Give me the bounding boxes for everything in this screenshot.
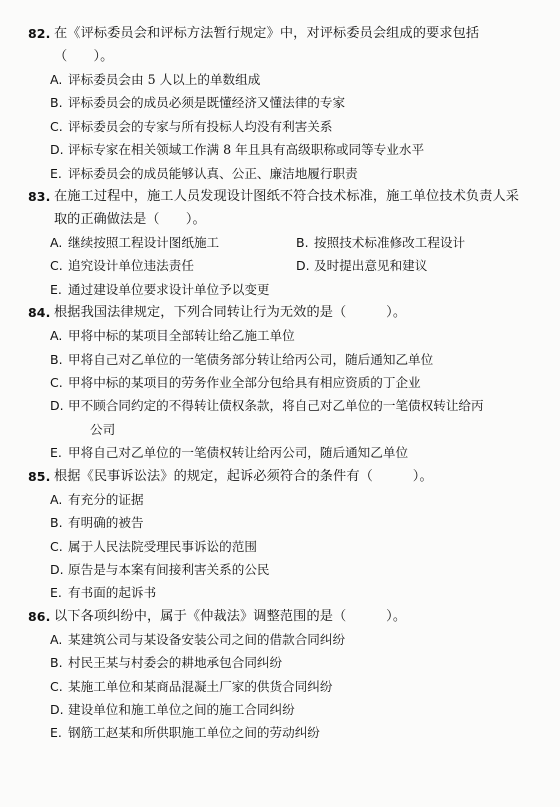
- option-text: 评标委员会由 5 人以上的单数组成: [68, 72, 261, 87]
- option-letter: C.: [50, 118, 63, 134]
- option-a: [50, 324, 295, 347]
- option-letter: B.: [296, 235, 309, 251]
- question-stem: [28, 465, 540, 488]
- option-letter: B.: [50, 515, 63, 531]
- option-letter: C.: [50, 375, 63, 391]
- question-stem: [28, 185, 540, 208]
- option-text: 按照技术标准修改工程设计: [314, 235, 466, 251]
- option-a: [50, 488, 144, 511]
- option-c: [50, 371, 421, 394]
- question-83: [28, 185, 540, 301]
- question-text-continued: （ ）。: [54, 49, 114, 64]
- options-list: [28, 68, 540, 185]
- option-e: [50, 721, 320, 744]
- option-b: [50, 511, 144, 534]
- option-text: 有充分的证据: [68, 491, 144, 507]
- option-letter: D.: [50, 398, 64, 414]
- option-e: [50, 162, 358, 185]
- question-text: 在《评标委员会和评标方法暂行规定》中，对评标委员会组成的要求包括: [54, 26, 480, 41]
- options-list: [28, 231, 540, 301]
- option-text-continued: 公司: [90, 421, 116, 437]
- option-text: 追究设计单位违法责任: [68, 258, 194, 274]
- question-stem: [28, 605, 540, 628]
- question-stem: [28, 301, 540, 324]
- option-letter: D.: [296, 258, 310, 274]
- option-text: 继续按照工程设计图纸施工: [68, 235, 220, 251]
- option-d: [50, 698, 295, 721]
- option-letter: A.: [50, 328, 63, 344]
- option-c: [50, 254, 296, 277]
- option-letter: C.: [50, 538, 63, 554]
- question-text: 在施工过程中，施工人员发现设计图纸不符合技术标准，施工单位技术负责人采: [54, 189, 520, 205]
- question-number: 86.: [28, 608, 51, 624]
- option-letter: E.: [50, 445, 62, 461]
- question-text: 根据《民事诉讼法》的规定，起诉必须符合的条件有（ ）。: [54, 468, 433, 484]
- question-number: 83.: [28, 189, 51, 205]
- option-letter: E.: [50, 165, 62, 181]
- option-text: 村民王某与村委会的耕地承包合同纠纷: [68, 655, 283, 671]
- option-text: 属于人民法院受理民事诉讼的范围: [68, 538, 257, 554]
- option-letter: A.: [50, 491, 63, 507]
- option-a: [50, 628, 345, 651]
- option-text: 评标委员会的专家与所有投标人均没有利害关系: [68, 118, 333, 134]
- option-text: 甲将中标的某项目的劳务作业全部分包给具有相应资质的丁企业: [68, 375, 421, 391]
- option-text: 某施工单位和某商品混凝土厂家的供货合同纠纷: [68, 678, 333, 694]
- option-text: 建设单位和施工单位之间的施工合同纠纷: [68, 701, 295, 717]
- option-text: 评标专家在相关领域工作满 8 年且具有高级职称或同等专业水平: [68, 142, 425, 158]
- option-b: [50, 651, 282, 674]
- option-c: [50, 675, 332, 698]
- option-text: 甲将自己对乙单位的一笔债权转让给丙公司，随后通知乙单位: [68, 445, 409, 461]
- question-stem: [28, 22, 540, 45]
- option-letter: E.: [50, 585, 62, 601]
- question-text: 根据我国法律规定，下列合同转让行为无效的是（ ）。: [54, 305, 407, 321]
- option-e: [50, 278, 270, 301]
- option-letter: B.: [50, 95, 63, 111]
- option-text: 评标委员会的成员能够认真、公正、廉洁地履行职责: [68, 165, 358, 181]
- option-text: 及时提出意见和建议: [314, 258, 428, 274]
- option-c: [50, 535, 257, 558]
- option-letter: A.: [50, 631, 63, 647]
- option-letter: E.: [50, 281, 62, 297]
- option-d: [296, 254, 427, 277]
- question-85: [28, 465, 540, 605]
- option-d: [50, 558, 270, 581]
- option-text: 甲将自己对乙单位的一笔债务部分转让给丙公司，随后通知乙单位: [68, 351, 434, 367]
- question-number: 82.: [28, 26, 51, 41]
- options-list: [28, 488, 540, 605]
- options-list: [28, 628, 540, 745]
- option-c: [50, 115, 332, 138]
- option-text: 甲不顾合同约定的不得转让债权条款，将自己对乙单位的一笔债权转让给丙: [68, 398, 484, 414]
- option-a: [50, 68, 260, 91]
- option-text: 有书面的起诉书: [68, 585, 157, 601]
- option-letter: B.: [50, 351, 63, 367]
- option-b: [50, 348, 433, 371]
- question-number: 84.: [28, 305, 51, 321]
- question-86: [28, 605, 540, 745]
- option-d: [50, 138, 424, 161]
- option-letter: D.: [50, 701, 64, 717]
- question-text-continued: 取的正确做法是（ ）。: [54, 212, 206, 228]
- option-text: 甲将中标的某项目全部转让给乙施工单位: [68, 328, 295, 344]
- options-list: [28, 324, 540, 464]
- option-d: [50, 394, 484, 417]
- option-e: [50, 581, 156, 604]
- option-text: 通过建设单位要求设计单位予以变更: [68, 281, 270, 297]
- option-letter: A.: [50, 72, 63, 87]
- option-letter: D.: [50, 561, 64, 577]
- question-text: 以下各项纠纷中，属于《仲裁法》调整范围的是（ ）。: [54, 608, 407, 624]
- option-letter: C.: [50, 678, 63, 694]
- option-b: [50, 91, 345, 114]
- question-number: 85.: [28, 468, 51, 484]
- option-text: 有明确的被告: [68, 515, 144, 531]
- option-letter: D.: [50, 142, 64, 158]
- option-letter: A.: [50, 235, 63, 251]
- option-letter: E.: [50, 725, 62, 741]
- option-b: [296, 231, 465, 254]
- option-e: [50, 441, 408, 464]
- option-text: 钢筋工赵某和所供职施工单位之间的劳动纠纷: [68, 725, 320, 741]
- option-text: 原告是与本案有间接利害关系的公民: [68, 561, 270, 577]
- question-84: [28, 301, 540, 464]
- option-letter: C.: [50, 258, 63, 274]
- option-text: 评标委员会的成员必须是既懂经济又懂法律的专家: [68, 95, 346, 111]
- question-82: [28, 22, 540, 185]
- option-text: 某建筑公司与某设备安装公司之间的借款合同纠纷: [68, 631, 346, 647]
- option-letter: B.: [50, 655, 63, 671]
- option-a: [50, 231, 296, 254]
